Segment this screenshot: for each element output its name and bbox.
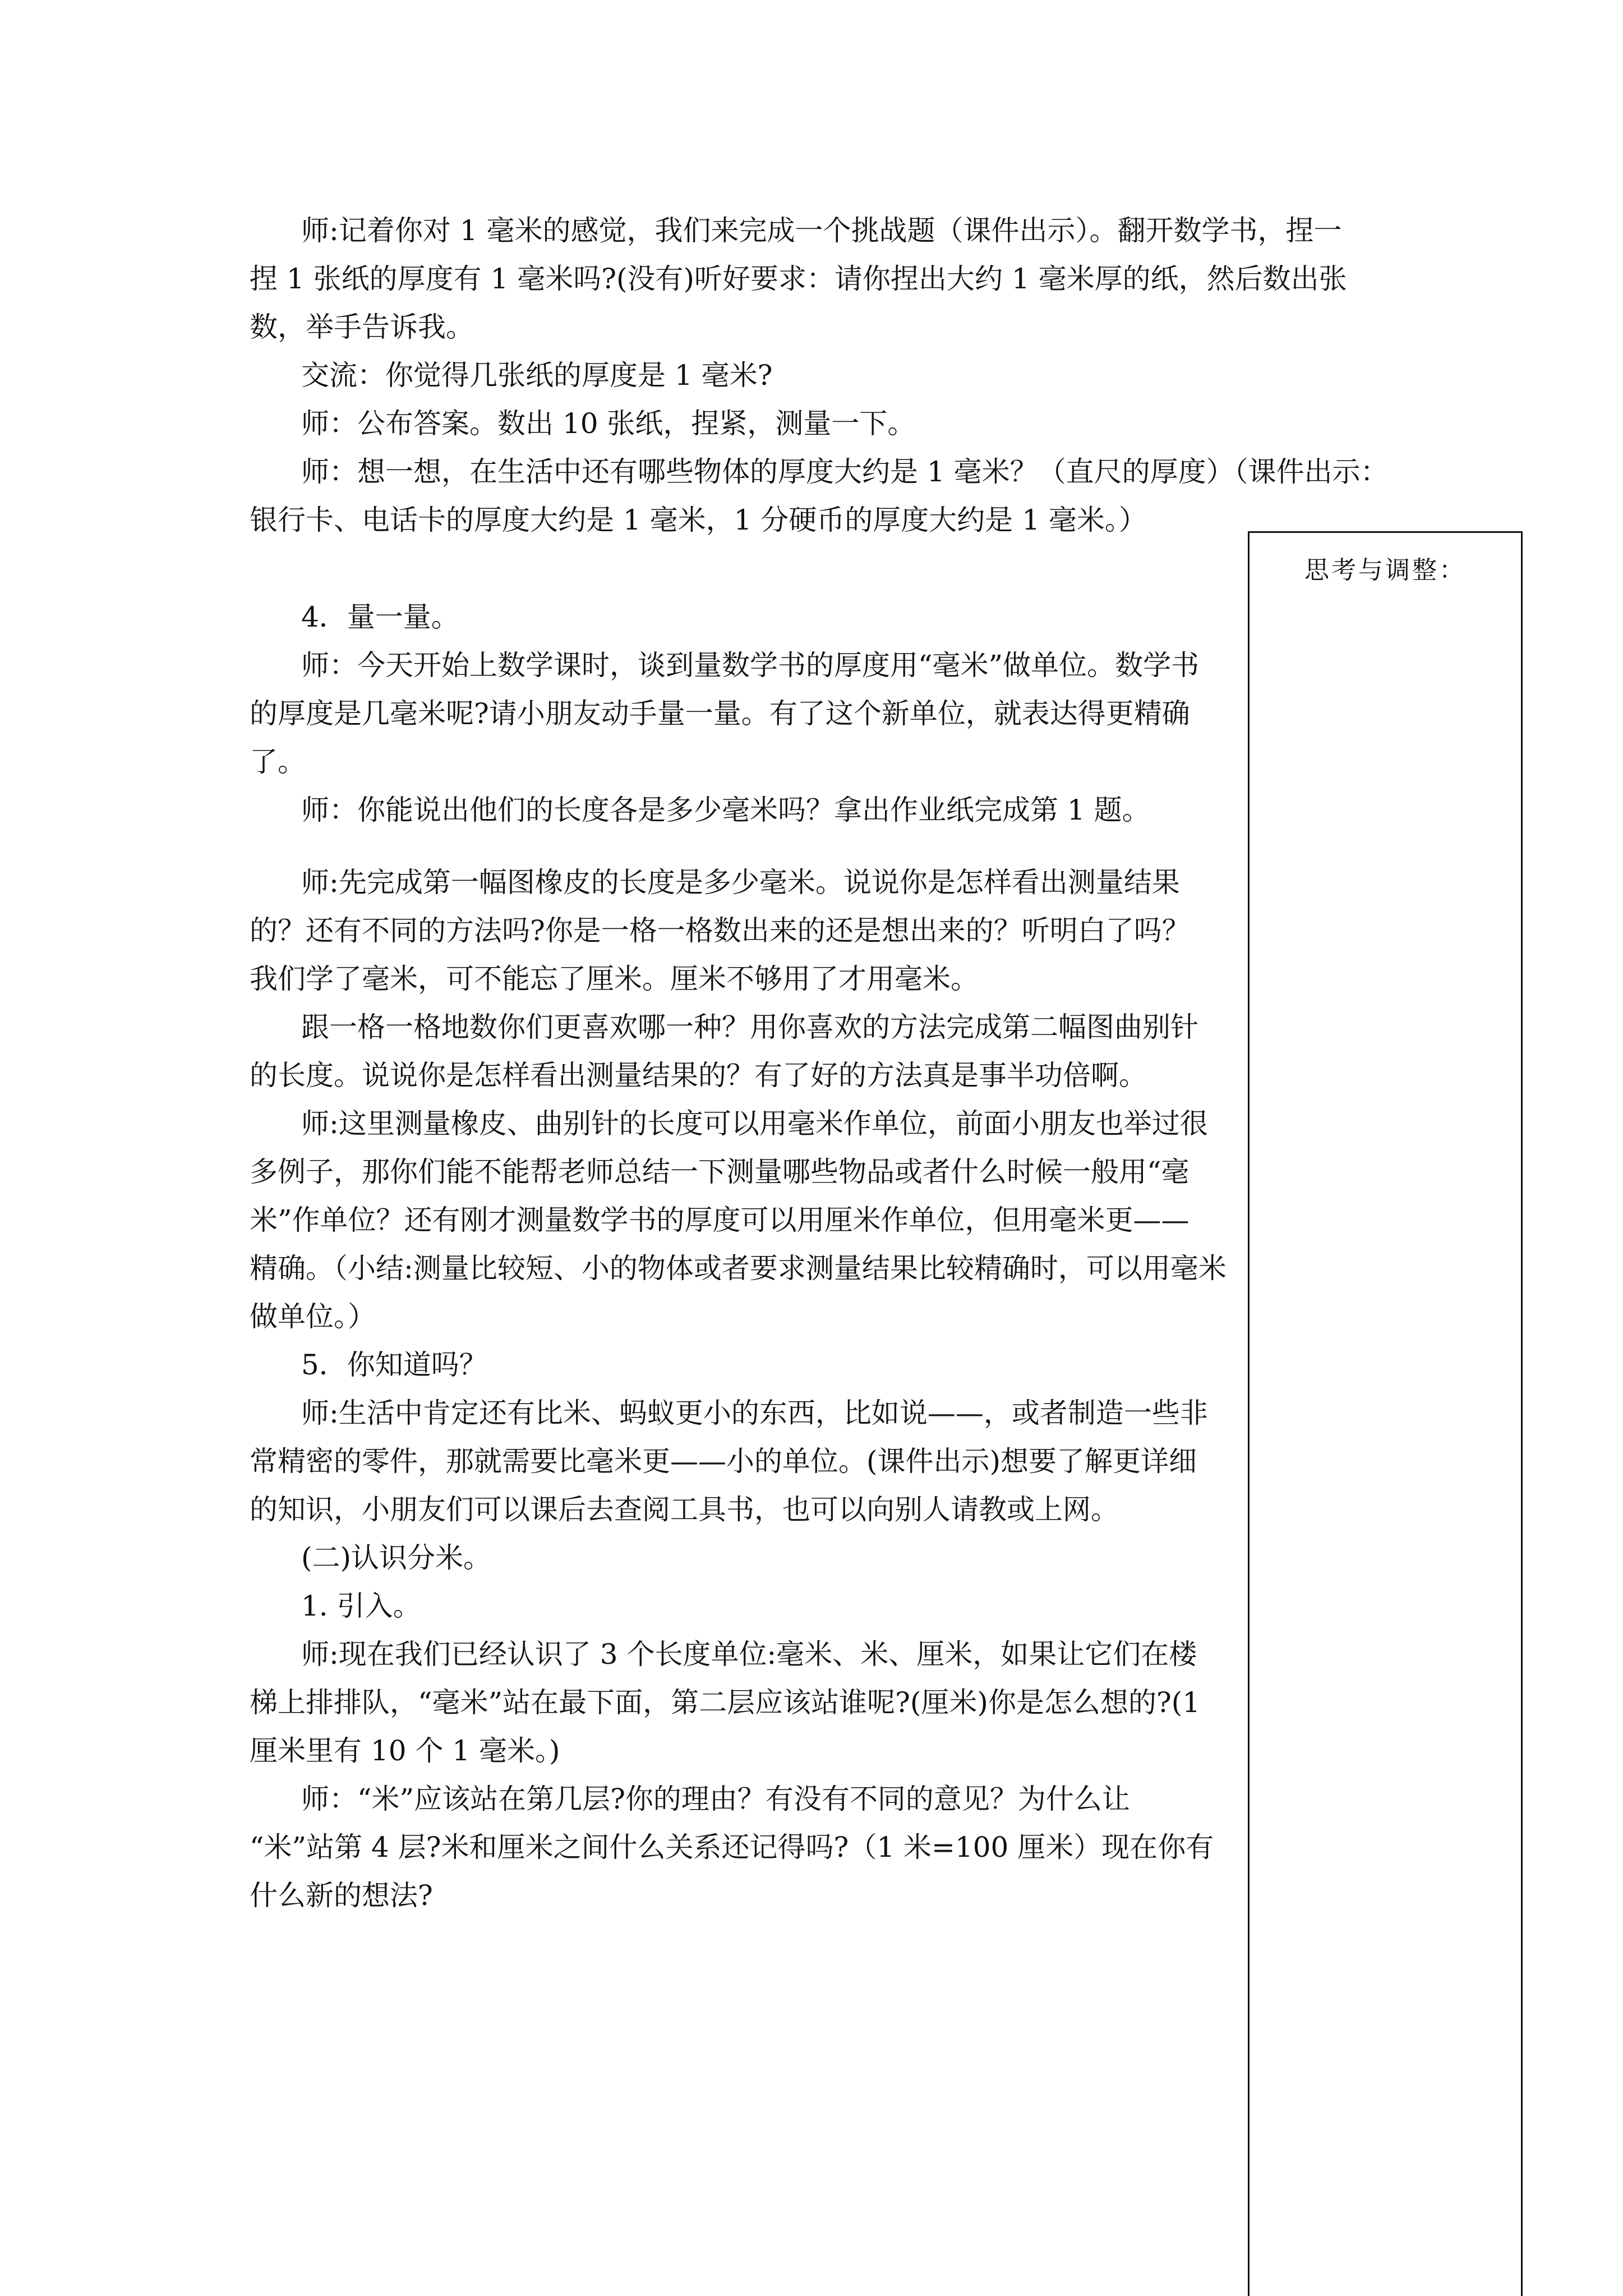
paragraph-challenge <box>250 206 1347 351</box>
text-line: 1. 引入。 <box>301 1590 421 1622</box>
paragraph-smaller-units <box>250 1389 1237 1534</box>
text-line: 的？还有不同的方法吗?你是一格一格数出来的还是想出来的？听明白了吗？ <box>250 914 1190 947</box>
paragraph-answer <box>250 399 1237 448</box>
text-line: 师:记着你对 1 毫米的感觉，我们来完成一个挑战题（课件出示）。翻开数学书，捏一 <box>301 214 1342 247</box>
paragraph-summary <box>250 1099 1237 1341</box>
text-line: 梯上排排队，“毫米”站在最下面，第二层应该站谁呢?(厘米)你是怎么想的?(1 <box>250 1686 1201 1719</box>
text-line: 师：“米”应该站在第几层?你的理由？有没有不同的意见？为什么让 <box>301 1783 1130 1815</box>
text-line: 师:现在我们已经认识了 3 个长度单位:毫米、米、厘米，如果让它们在楼 <box>301 1638 1197 1671</box>
text-line: 师：你能说出他们的长度各是多少毫米吗？拿出作业纸完成第 1 题。 <box>301 794 1150 826</box>
text-line: 我们学了毫米，可不能忘了厘米。厘米不够用了才用毫米。 <box>250 963 979 995</box>
paragraph-paperclip <box>250 1003 1237 1099</box>
text-line: 做单位。） <box>250 1300 376 1333</box>
text-line: 师：今天开始上数学课时，谈到量数学书的厚度用“毫米”做单位。数学书 <box>301 649 1200 682</box>
text-line: 4．量一量。 <box>301 601 459 633</box>
text-line: 交流：你觉得几张纸的厚度是 1 毫米? <box>301 359 773 392</box>
text-line: 的长度。说说你是怎样看出测量结果的？有了好的方法真是事半功倍啊。 <box>250 1059 1147 1092</box>
text-line: 厘米里有 10 个 1 毫米。) <box>250 1734 560 1767</box>
paragraph-eraser <box>250 858 1237 1003</box>
text-line: 的厚度是几毫米呢?请小朋友动手量一量。有了这个新单位，就表达得更精确 <box>250 697 1190 730</box>
text-line: 的知识，小朋友们可以课后去查阅工具书，也可以向别人请教或上网。 <box>250 1493 1119 1526</box>
text-line: 跟一格一格地数你们更喜欢哪一种？用你喜欢的方法完成第二幅图曲别针 <box>301 1011 1198 1043</box>
paragraph-think <box>250 448 1388 544</box>
text-line: 数，举手告诉我。 <box>250 311 474 343</box>
text-line: 了。 <box>250 746 306 778</box>
text-line: “米”站第 4 层?米和厘米之间什么关系还记得吗?（1 米=100 厘米）现在你有 <box>250 1831 1214 1864</box>
text-line: 5．你知道吗？ <box>301 1349 487 1381</box>
text-line: 师:先完成第一幅图橡皮的长度是多少毫米。说说你是怎样看出测量结果 <box>301 866 1180 899</box>
section-heading-measure <box>250 593 1237 641</box>
text-line: 精确。（小结:测量比较短、小的物体或者要求测量结果比较精确时，可以用毫米 <box>250 1252 1227 1285</box>
sidebar-title: 思考与调整： <box>1304 556 1466 585</box>
text-line: 师:这里测量橡皮、曲别针的长度可以用毫米作单位，前面小朋友也举过很 <box>301 1107 1208 1140</box>
paragraph-exchange <box>250 351 1237 399</box>
text-line: 常精密的零件，那就需要比毫米更——小的单位。(课件出示)想要了解更详细 <box>250 1445 1197 1478</box>
text-line: 师：公布答案。数出 10 张纸，捏紧，测量一下。 <box>301 407 916 440</box>
text-line: 师:生活中肯定还有比米、蚂蚁更小的东西，比如说——，或者制造一些非 <box>301 1397 1208 1429</box>
paragraph-book-thickness <box>250 641 1237 786</box>
section-heading-did-you-know <box>250 1341 1237 1389</box>
text-line: 什么新的想法? <box>250 1879 433 1912</box>
paragraph-units-stairs <box>250 1630 1237 1775</box>
section-heading-decimeter <box>250 1534 1237 1582</box>
text-line: 捏 1 张纸的厚度有 1 毫米吗?(没有)听好要求：请你捏出大约 1 毫米厚的纸，然后数出张 <box>250 263 1347 295</box>
text-line: 米”作单位？还有刚才测量数学书的厚度可以用厘米作单位，但用毫米更—— <box>250 1204 1189 1236</box>
paragraph-worksheet <box>250 786 1237 834</box>
text-line: 师：想一想，在生活中还有哪些物体的厚度大约是 1 毫米？（直尺的厚度）（课件出示： <box>301 455 1389 488</box>
reflection-sidebar <box>1248 531 1523 2296</box>
text-line: (二)认识分米。 <box>301 1542 492 1574</box>
section-heading-intro <box>250 1582 1237 1630</box>
paragraph-meter-level <box>250 1775 1237 1920</box>
text-line: 银行卡、电话卡的厚度大约是 1 毫米，1 分硬币的厚度大约是 1 毫米。） <box>250 504 1147 536</box>
text-line: 多例子，那你们能不能帮老师总结一下测量哪些物品或者什么时候一般用“毫 <box>250 1156 1189 1188</box>
